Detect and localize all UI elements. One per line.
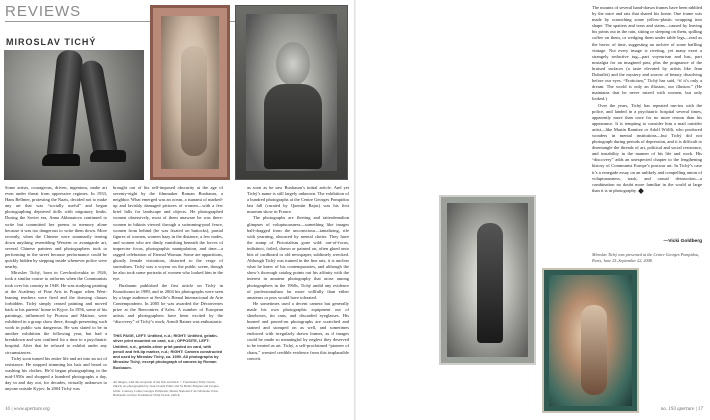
paragraph: Tichý soon turned his entire life and art into an act of resistance. He stopped trimming his hair and beard or washing his clothes. He’d begun photographing in the mid-1950s and shopped a hundred photographs a day, day in and day out, for decades, virtually unknown to anyone outside Kyjov. In 2004 Tichý was — [5, 355, 107, 392]
paragraph: The photographs are fleeting and tatterdemalion glimpses of voluptuousness—something like images half-dragged from the unconscious—tantalizing, rife with yearning, obscured by mental clutter. They have the stamp of Pictorialism gone wild: out-of-focus, indistinct, foiled, drawn or painted on, often glued onto bits of cardboard or old newspaper, sublimely wrecked. Although Tichý was trained in the fine arts, it is unclear what he knew of his contemporaries, and although the show’s thorough catalog points out his affinity with the interest in amateur photography that arose among photographers in the 1960s, Tichý undid any evidence of professionalism far more willfully than either amateurs or pros would have tolerated. — [247, 215, 349, 300]
paragraph: Buxbaum published the first article on Tichý in Kunstforum in 1989, and in 2004 his photographs were seen by a large audience at Seville’s Bienal Internacional de Arte Contemporáneo. In 2005 he was awarded the Découvertes prize at the Rencontres d’Arles. A number of European artists and photographers have been excited by the “discovery” of Tichý’s work; Arnulf Rainer was enthusiastic — [113, 282, 223, 325]
paragraph-text: Over the years, Tichý has repeated run-ins with the police, and landed in a psychiatric hospital several times, apparently more than once for no more reason than his appearance. It is tempting to consider him a mad outsider artist—like Martín Ramírez or Adolf Wölfli, who produced wonders in mental institutions—but Tichý did not photograph during periods of depression, and it is difficult to disentangle the threads of art, political and social resistance, and instability in the manner of his life and work. His “discovery” adds an unexpected chapter to the lengthening history of Communist Europe’s postwar art. In Tichý’s case it’s a renegade essay on an unlikely and compelling union of voluptuousness, trash, and casual destruction—a combination no doubt more familiar in the world at large than it is in photography. — [592, 102, 702, 193]
paragraph: Miroslav Tichý, born in Czechoslovakia in 1926, took a similar course to artforms when the Communists took over his country in 1948. He was studying painting at the Academy of Fine Arts in Prague when West-leaning teachers were fired and the drawing classes forbidden. Tichý simply ceased painting and moved back to his parents’ home in Kyjov. In 1956, some of his paintings, influenced by Picasso and Matisse, were exhibited in a group show there, though presenting such work in public was dangerous. He was slated to be in another exhibition the following year, but had a breakdown and was confined for a time to a psychiatric hospital. After that he refused to exhibit under any circumstances. — [5, 270, 107, 355]
photo-caption: THIS PAGE, LEFT: Untitled, n.d.; RIGHT: Untitled, gelatin-silver print mounted on card, n.d.; OPPOSITE, LEFT: Untitled, n.d., gelatin-silver print pasted on card, with pencil and felt-tip marker, n.d.; RIGHT: Camera constructed and used by Miroslav Tichý, ca. 1990. All photographs by Miroslav Tichý, except photograph of camera by Roman Buxbaum. — [113, 333, 223, 370]
paragraph: as soon as he saw Buxbaum’s initial article. And yet Tichý’s name is still largely unknown. The exhibition of a hundred photographs at the Centre Georges Pompidou last fall (curated by Quentin Bajac) was his first museum show in France. — [247, 185, 349, 215]
photo-credit: All images, with the exception of the first and third. © Foundation Tichý Ocean, Zürich. As photographed by Jean-Claude Prêtre and by Bruno Bréguet and Jacques Gillet. Courtesy Centre Georges Pompidou, Musée National d’Art Moderne, Paris. Buxbaum courtesy Foundation Tichý Ocean, Zürich. — [113, 380, 219, 397]
photo-framed-figure — [150, 5, 230, 180]
byline: —Vicki Goldberg — [663, 239, 702, 244]
folio-right: no. 193 aperture | 17 — [660, 407, 703, 412]
paragraph: He sometimes used a decent camera but generally made his own photographic equipment out of shoeboxes, tin cans, and discarded eyeglasses. His burned and pawed-on photographs are scratched and stained and stomped on as well, and sometimes endowed with irregularly drawn frames, as if images could be made so meaningful by neglect they deserved to be treated as art. Tichý, a self-proclaimed “pioneer of chaos,” wrested credible evidence from this implausible conceit. — [247, 300, 349, 361]
paragraph: The mounts of several hand-drawn frames have been nibbled by the mice and rats that shared his home. One frame was made by scrunching some yellow-plastic wrapping into shape. The spatters and tears and stains—caused by leaving his prints out in the rain, sitting or sleeping on them, spilling coffee on them, or wedging them under table legs—read as the havoc of time, suggesting an archive of some baffling vintage. Not every image is riveting, yet many exert a strangely seductive tug—part voyeurism and lust, part nostalgia for an imagined past, plus the poignance of the bruised surfaces (a taste elevated by artists like Jean Dubuffet) and the mystery and sorrow of beauty dissolving before our eyes. “Eroticism,” Tichý has said, “if it’s only a dream. The world is only an illusion, our illusion.” (He maintains that he never mixed with women, but only looked.) — [592, 5, 702, 102]
paragraph: brought out of his self-imposed obscurity at the age of seventy-eight by the filmmaker Roman Buxbaum, a neighbor. What emerged was an ocean, a tsunami of marked-up and lavishly damaged pictures of women—with a few brief lulls for landscape and objects. He photographed women obsessively, most of them unaware he was there: women in bikinis viewed through a swimming-pool fence, women from behind (he was fixated on buttocks), partial figures of women, women hazy in the distance, a few nudes, and women who are dimly vanishing beneath the forces of imprecise focus, photographic manipulation, and time—a ragged celebration of Eternal Woman. Some are apparitions, ghostly female visitations, distorted to the verge of surrealism. Tichý was a voyeur on the public scene, though he also took some portraits of women who looked him in the eye. — [113, 185, 223, 282]
text-column-6 — [592, 5, 702, 235]
folio-left: 16 | www.aperture.org — [5, 407, 50, 412]
text-column-2 — [113, 185, 223, 330]
text-column-3 — [247, 185, 349, 395]
paragraph — [592, 103, 702, 194]
paragraph: Some artists, courageous, driven, ingenious, make art even under threat from oppressive regimes. In 1933, Hans Bellmer, protesting the Nazis, decided not to make any art that was “socially useful” and began photographing depraved dolls with migratory limbs. During the Soviet era, Anna Akhmatova continued to write but committed her poems to memory alone because it was too dangerous to write them down. More recently, when the Chinese were summarily tearing down anything resembling Western or avantgarde art, several Chinese painters and photographers took to performing in the street because performance could be quickly hidden by stepping inside whenever police were nearby. — [5, 185, 107, 270]
text-column-1 — [5, 185, 107, 395]
photo-portrait — [235, 5, 348, 180]
end-mark-icon — [638, 188, 644, 194]
photo-standing-woman — [439, 195, 536, 365]
photo-camera — [542, 268, 639, 413]
text-column-4 — [359, 5, 466, 188]
exhibition-caption: Miroslav Tichý was presented at the Centre Georges Pompidou, Paris, June 25–September 22, 2008. — [592, 252, 699, 263]
article-title: MIROSLAV TICHÝ — [6, 37, 97, 47]
photo-legs — [4, 50, 144, 180]
section-label: REVIEWS — [5, 3, 82, 20]
page-gutter — [354, 0, 356, 420]
